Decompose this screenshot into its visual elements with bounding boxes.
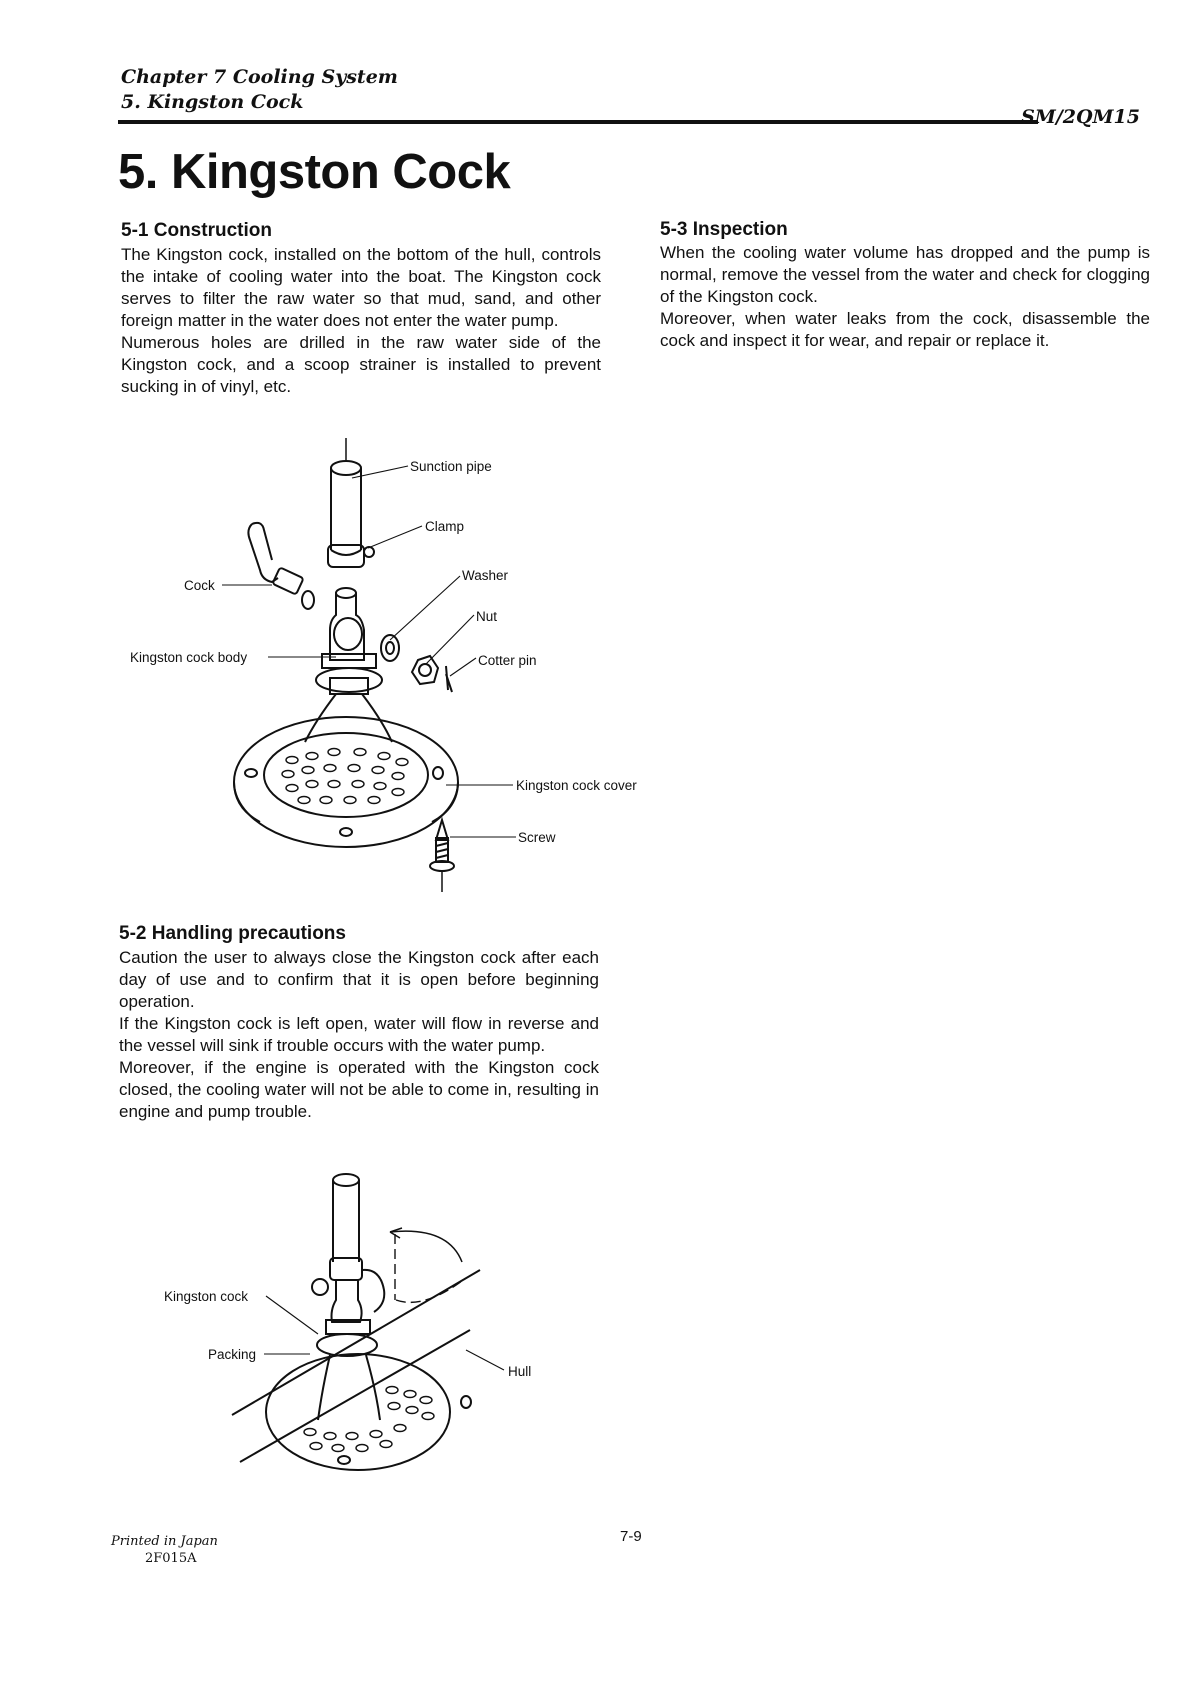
washer-nut-drawing <box>381 635 452 692</box>
header-section: 5. Kingston Cock <box>121 91 304 113</box>
header-model: SM/2QM15 <box>1021 106 1140 128</box>
construction-para-2: Numerous holes are drilled in the raw water side of the Kingston cock, and a scoop strainer is installed to prevent sucking in of vinyl, etc. <box>121 333 601 396</box>
label-screw: Screw <box>518 830 556 845</box>
figure2-leaders <box>264 1296 504 1370</box>
construction-para-1: The Kingston cock, installed on the bottom of the hull, controls the intake of cooling water into the boat. The Kingston cock serves to filter the raw water so that mud, sand, and other foreign matter in the water does not enter the water pump. <box>121 245 601 330</box>
inspection-para-1: When the cooling water volume has dropped and the pump is normal, remove the vessel from the water and check for clogging of the Kingston cock. <box>660 243 1150 306</box>
label-clamp: Clamp <box>425 519 465 534</box>
header-chapter: Chapter 7 Cooling System <box>121 66 398 88</box>
figure1-leaders <box>222 466 516 837</box>
figure2-strainer-holes <box>304 1387 434 1452</box>
label-kingston-cock-cover: Kingston cock cover <box>516 778 637 793</box>
handling-para-1: Caution the user to always close the Kingston cock after each day of use and to confirm that it is open before beginning operation. <box>119 948 599 1011</box>
footer-printed: Printed in Japan <box>111 1534 218 1549</box>
label-washer: Washer <box>462 568 509 583</box>
inspection-para-2: Moreover, when water leaks from the cock, disassemble the cock and inspect it for wear, and repair or replace it. <box>660 309 1150 350</box>
footer-code: 2F015A <box>145 1551 197 1566</box>
kingston-cock-cover-drawing <box>234 717 458 847</box>
handling-para-3: Moreover, if the engine is operated with the Kingston cock closed, the cooling water will not be able to come in, resulting in engine and pump trouble. <box>119 1058 599 1121</box>
page-title: 5. Kingston Cock <box>118 145 511 199</box>
label-cotter-pin: Cotter pin <box>478 653 537 668</box>
label-kingston-cock: Kingston cock <box>164 1289 249 1304</box>
page-number: 7-9 <box>620 1528 642 1545</box>
label-suction-pipe: Sunction pipe <box>410 459 492 474</box>
cock-handle-drawing <box>248 523 314 609</box>
handling-para-2: If the Kingston cock is left open, water will flow in reverse and the vessel will sink if trouble occurs with the water pump. <box>119 1014 599 1055</box>
label-kingston-cock-body: Kingston cock body <box>130 650 248 665</box>
label-hull: Hull <box>508 1364 532 1379</box>
handling-text <box>119 947 599 1123</box>
suction-pipe-drawing <box>328 461 374 567</box>
kingston-cock-body-drawing <box>305 588 392 742</box>
screw-drawing <box>430 820 454 892</box>
label-cock: Cock <box>184 578 215 593</box>
strainer-holes <box>282 749 408 804</box>
handling-heading: 5-2 Handling precautions <box>119 923 346 944</box>
construction-text <box>121 244 601 398</box>
inspection-heading: 5-3 Inspection <box>660 219 788 240</box>
header-rule <box>118 120 1038 124</box>
inspection-text <box>660 242 1150 352</box>
construction-heading: 5-1 Construction <box>121 220 272 241</box>
label-nut: Nut <box>476 609 498 624</box>
label-packing: Packing <box>208 1347 257 1362</box>
